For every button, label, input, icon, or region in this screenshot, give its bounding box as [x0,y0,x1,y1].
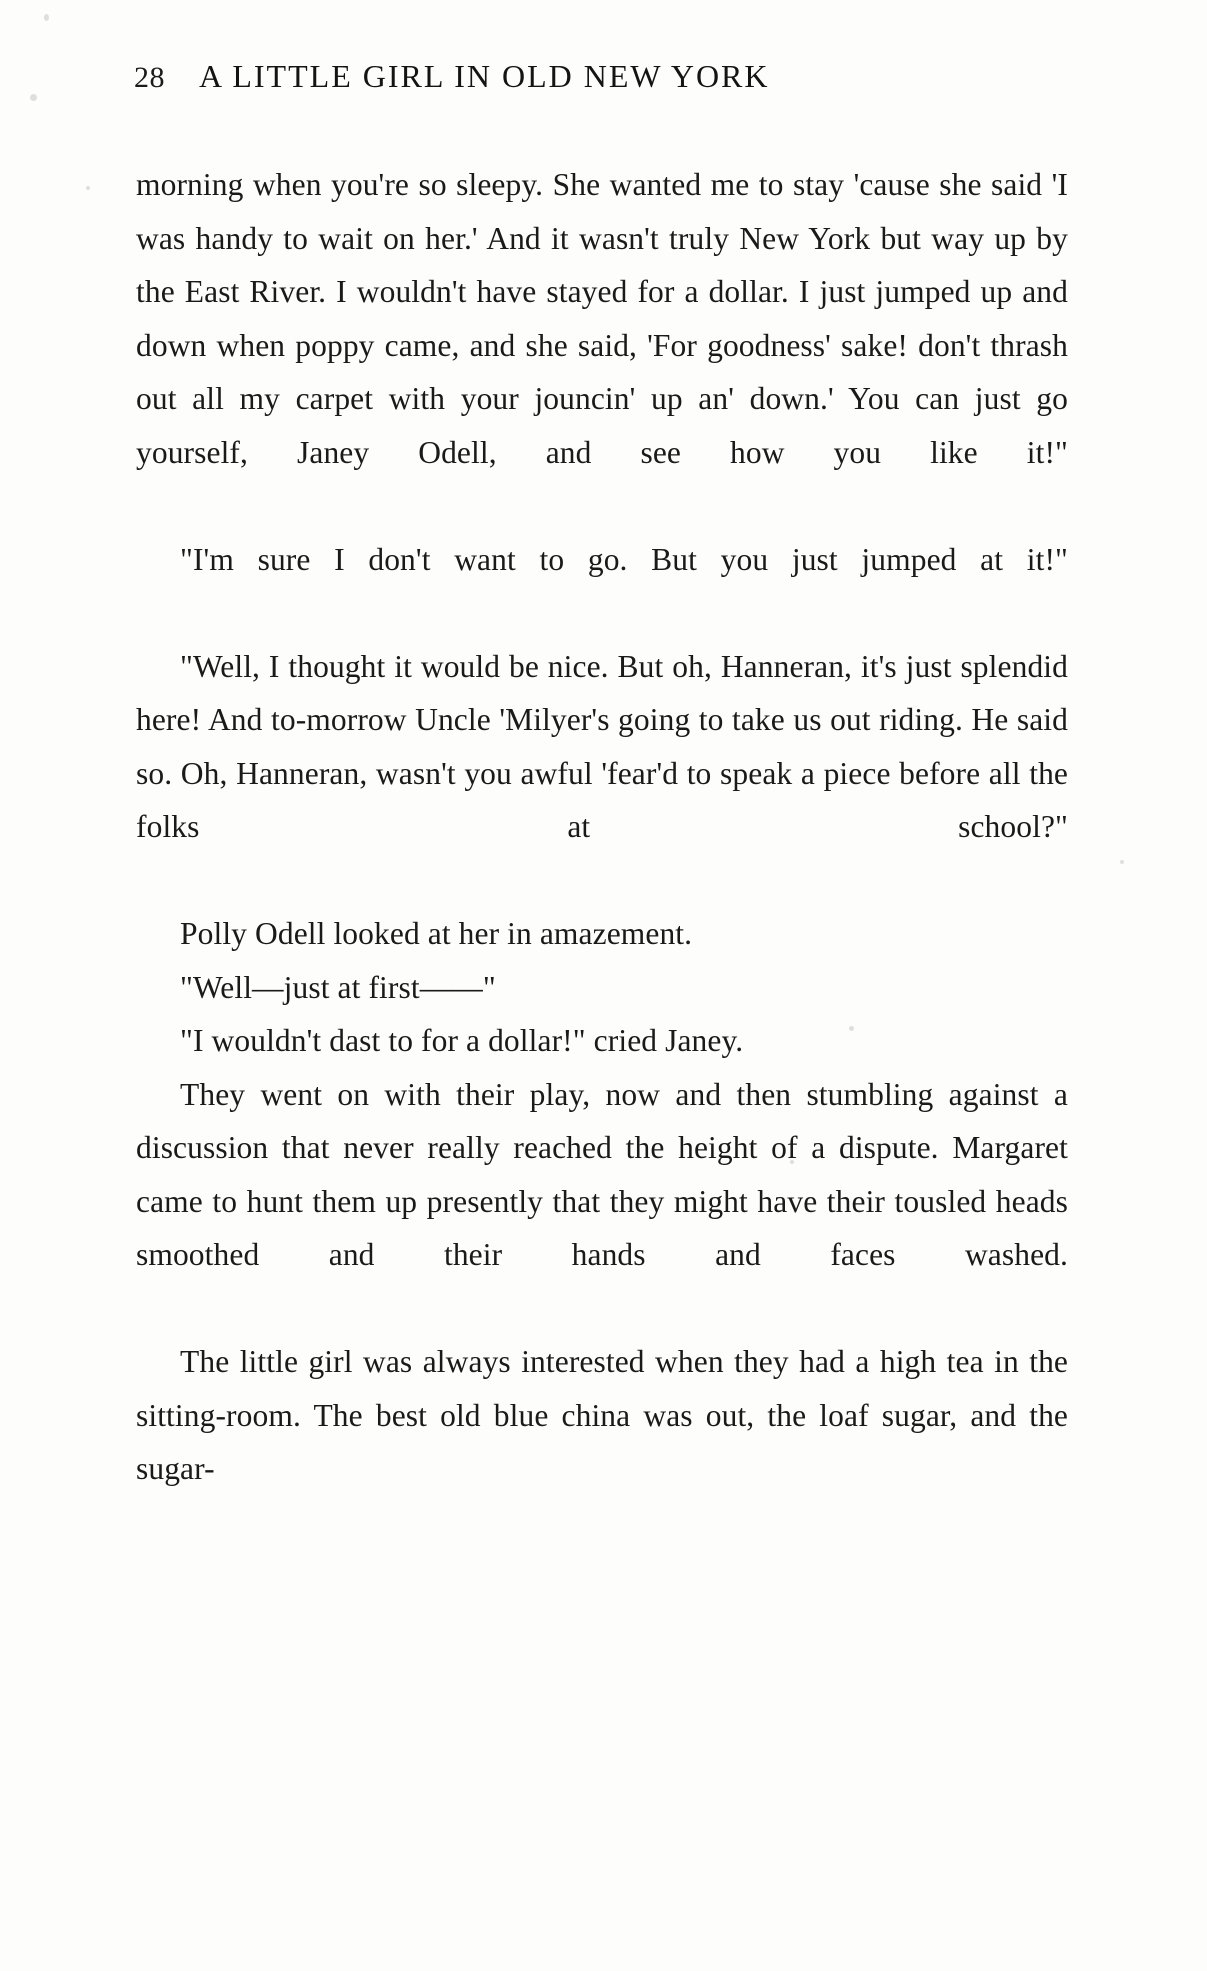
page-speckle [44,14,49,21]
paragraph: "I'm sure I don't want to go. But you just jumped at it!" [180,541,1068,577]
page-speckle [30,94,37,101]
paragraph: morning when you're so sleepy. She wanted me to stay 'cause she said 'I was handy to wait on her.' And it wasn't truly New York but way up by the East River. I wouldn't have stayed for a dollar. I just jumped up and down when poppy came, and she said, 'For goodness' sake! don't thrash out all my carpet with your jouncin' up an' down.' You can just go yourself, Janey Odell, and see how you like it!" [136,167,1068,470]
page-body [136,158,1068,1496]
paragraph: The little girl was always interested when they had a high tea in the sitting-room. The best old blue china was out, the loaf sugar, and the sugar- [136,1344,1068,1486]
paragraph: "Well—just at first——" [180,969,496,1005]
page-speckle [86,186,90,190]
paragraph: "I wouldn't dast to for a dollar!" cried Janey. [180,1023,744,1058]
page-speckle [1120,860,1124,864]
paragraph: Polly Odell looked at her in amazement. [180,916,693,951]
page-number: 28 [134,61,165,94]
paragraph: They went on with their play, now and then stumbling against a discussion that never really reached the height of a dispute. Margaret came to hunt them up presently that they might have their tousled heads smoothed and their hands and faces washed. [136,1076,1068,1272]
running-head-title: A LITTLE GIRL IN OLD NEW YORK [199,58,770,94]
paragraph: "Well, I thought it would be nice. But oh, Hanneran, it's just splendid here! And to-morrow Uncle 'Milyer's going to take us out riding. He said so. Oh, Hanneran, wasn't you awful 'fear'd to speak a piece before all the folks at school?" [136,648,1068,844]
page-header [134,58,1074,95]
